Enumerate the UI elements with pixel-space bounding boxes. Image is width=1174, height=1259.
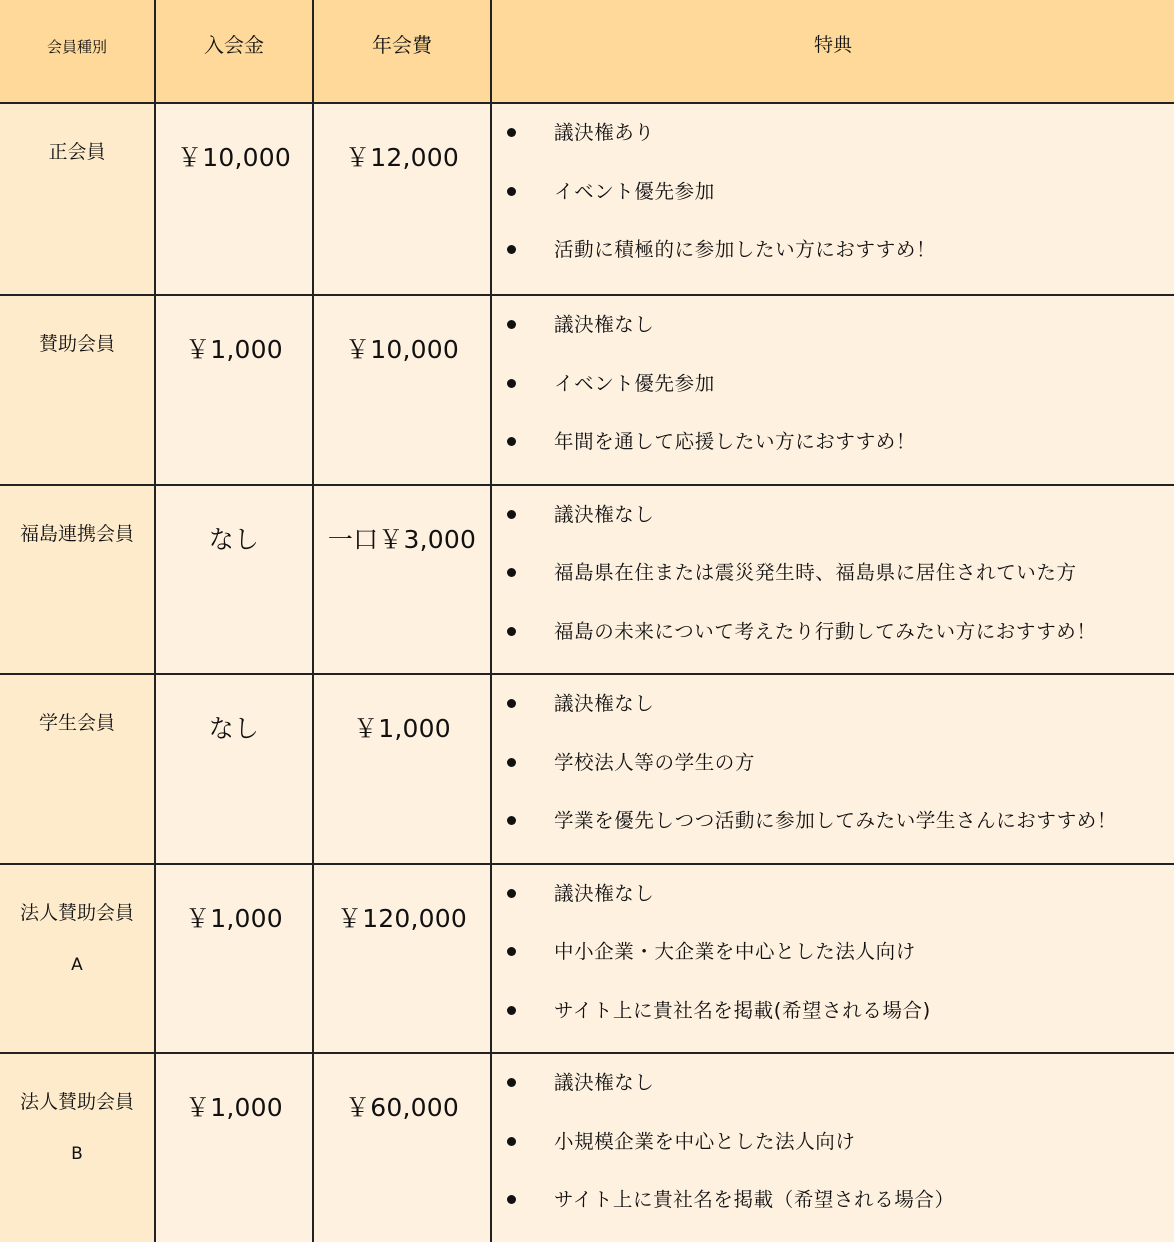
benefits-cell [491, 103, 1174, 295]
benefit-text: サイト上に貴社名を掲載（希望される場合） [554, 1188, 955, 1211]
benefit-item [492, 877, 1174, 936]
bullet-icon [507, 245, 516, 254]
benefit-text: 議決権なし [554, 692, 655, 715]
annual-fee-cell [313, 103, 491, 295]
benefit-item [492, 308, 1174, 367]
benefit-item [492, 425, 1174, 484]
entry-fee-value: ￥10,000 [177, 143, 291, 172]
bullet-icon [507, 1137, 516, 1146]
benefit-text: 学業を優先しつつ活動に参加してみたい学生さんにおすすめ！ [554, 809, 1117, 832]
header-annual-fee: 年会費 [313, 0, 491, 103]
benefits-list [492, 865, 1174, 1053]
bullet-icon [507, 816, 516, 825]
benefit-item [492, 615, 1174, 674]
bullet-icon [507, 1006, 516, 1015]
benefit-text: 学校法人等の学生の方 [554, 750, 756, 774]
table-row [0, 864, 1174, 1054]
annual-fee-value: ￥60,000 [345, 1093, 459, 1122]
bullet-icon [507, 889, 516, 898]
benefit-item [492, 1183, 1174, 1242]
member-type-variant: B [71, 1144, 83, 1164]
benefit-item [492, 556, 1174, 615]
benefit-text: 議決権なし [554, 881, 655, 905]
benefit-text: イベント優先参加 [554, 371, 715, 395]
entry-fee-cell [155, 295, 313, 485]
benefits-list [492, 486, 1174, 674]
table-row [0, 103, 1174, 295]
member-type-cell [0, 485, 155, 675]
annual-fee-cell [313, 295, 491, 485]
benefit-text: 活動に積極的に参加したい方におすすめ！ [554, 238, 937, 261]
table-row [0, 295, 1174, 485]
benefits-list [492, 296, 1174, 484]
bullet-icon [507, 437, 516, 446]
annual-fee-value: ￥120,000 [337, 903, 467, 933]
benefit-item [492, 1125, 1174, 1184]
member-type-name: 学生会員 [38, 712, 115, 734]
benefit-item [492, 175, 1174, 234]
benefits-list [492, 104, 1174, 292]
bullet-icon [507, 758, 516, 767]
entry-fee-value: ￥1,000 [185, 903, 283, 933]
benefit-item [492, 367, 1174, 426]
benefit-text: 年間を通して応援したい方におすすめ！ [554, 430, 916, 453]
bullet-icon [507, 568, 516, 577]
member-type-cell [0, 674, 155, 864]
bullet-icon [507, 379, 516, 388]
benefit-text: 議決権あり [554, 121, 655, 144]
benefit-item [492, 687, 1174, 746]
benefit-text: イベント優先参加 [554, 179, 715, 203]
annual-fee-value: ￥10,000 [345, 335, 459, 364]
member-type-name: 正会員 [48, 141, 106, 163]
benefit-text: 福島県在住または震災発生時、福島県に居住されていた方 [554, 561, 1077, 584]
table-row [0, 485, 1174, 675]
benefit-item [492, 1066, 1174, 1125]
benefit-text: 議決権なし [554, 313, 655, 336]
benefit-item [492, 498, 1174, 557]
benefits-cell [491, 1053, 1174, 1242]
entry-fee-value: ￥1,000 [185, 1093, 283, 1122]
member-type-cell [0, 864, 155, 1054]
bullet-icon [507, 320, 516, 329]
table-row [0, 674, 1174, 864]
annual-fee-cell [313, 485, 491, 675]
bullet-icon [507, 510, 516, 519]
benefit-item [492, 116, 1174, 175]
benefits-cell [491, 864, 1174, 1054]
member-type-cell [0, 103, 155, 295]
member-type-cell [0, 295, 155, 485]
entry-fee-cell [155, 674, 313, 864]
member-type-name: 福島連携会員 [19, 522, 134, 545]
bullet-icon [507, 627, 516, 636]
member-type-name: 法人賛助会員 [19, 1091, 134, 1113]
benefit-item [492, 746, 1174, 805]
member-type-name: 法人賛助会員 [19, 901, 134, 924]
bullet-icon [507, 1078, 516, 1087]
benefits-list [492, 675, 1174, 863]
annual-fee-value: 一口￥3,000 [327, 524, 477, 554]
entry-fee-value: なし [208, 714, 260, 743]
benefits-cell [491, 295, 1174, 485]
bullet-icon [507, 187, 516, 196]
entry-fee-cell [155, 864, 313, 1054]
annual-fee-value: ￥1,000 [353, 714, 451, 743]
bullet-icon [507, 128, 516, 137]
entry-fee-cell [155, 485, 313, 675]
header-member-type: 会員種別 [0, 0, 155, 103]
annual-fee-value: ￥12,000 [345, 143, 459, 172]
bullet-icon [507, 1195, 516, 1204]
annual-fee-cell [313, 1053, 491, 1242]
member-type-name: 賛助会員 [38, 333, 115, 355]
bullet-icon [507, 947, 516, 956]
benefit-item [492, 233, 1174, 292]
benefit-text: 議決権なし [554, 1071, 655, 1094]
entry-fee-value: ￥1,000 [185, 335, 283, 364]
annual-fee-cell [313, 864, 491, 1054]
annual-fee-cell [313, 674, 491, 864]
member-type-variant: A [71, 954, 83, 975]
benefit-text: 議決権なし [554, 502, 655, 526]
member-type-cell [0, 1053, 155, 1242]
benefit-item [492, 935, 1174, 994]
table-header-row [0, 0, 1174, 103]
header-entry-fee: 入会金 [155, 0, 313, 103]
benefit-text: 福島の未来について考えたり行動してみたい方におすすめ！ [554, 619, 1097, 643]
entry-fee-cell [155, 1053, 313, 1242]
benefit-item [492, 994, 1174, 1053]
benefits-list [492, 1054, 1174, 1242]
header-benefits: 特典 [491, 0, 1174, 103]
benefit-text: 小規模企業を中心とした法人向け [554, 1129, 856, 1153]
entry-fee-value: なし [208, 524, 260, 554]
benefit-item [492, 804, 1174, 863]
bullet-icon [507, 699, 516, 708]
benefit-text: サイト上に貴社名を掲載(希望される場合) [554, 998, 931, 1022]
table-row [0, 1053, 1174, 1242]
benefits-cell [491, 485, 1174, 675]
benefits-cell [491, 674, 1174, 864]
benefit-text: 中小企業・大企業を中心とした法人向け [554, 940, 916, 963]
entry-fee-cell [155, 103, 313, 295]
